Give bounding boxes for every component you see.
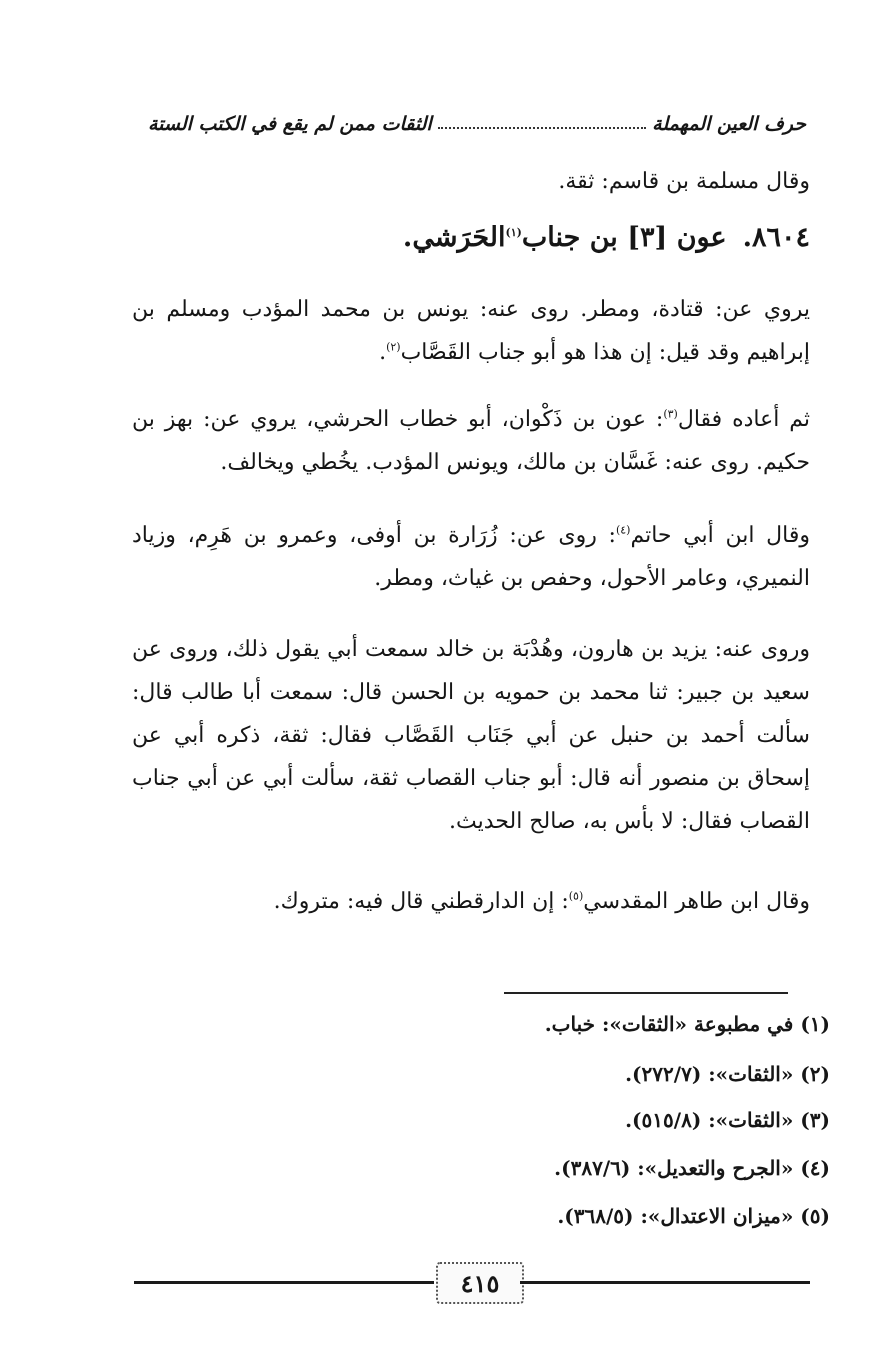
- footnote-1: (١) في مطبوعة «الثقات»: خباب.: [544, 1012, 830, 1036]
- footnote-4: (٤) «الجرح والتعديل»: (٣٨٧/٦).: [554, 1156, 830, 1180]
- page-number: ٤١٥: [436, 1262, 524, 1304]
- paragraph-text-end: : إن الدارقطني قال فيه: متروك.: [273, 889, 569, 914]
- paragraph-2: [132, 398, 810, 484]
- footnote-separator: [504, 992, 788, 994]
- entry-name: [403, 222, 727, 253]
- entry-number: ٨٦٠٤.: [742, 222, 810, 253]
- running-header: [148, 104, 806, 144]
- paragraph-text: وقال ابن طاهر المقدسي: [583, 889, 810, 914]
- footnote-ref: (٥): [568, 889, 584, 903]
- footnote-ref: (٢): [386, 340, 401, 354]
- paragraph-text-end: : روى عن: زُرَارة بن أوفى، وعمرو بن هَرِم، وزياد النميري، وعامر الأحول، وحفص بن غياث، ومطر.: [132, 523, 810, 591]
- paragraph-text-end: : عون بن ذَكْوان، أبو خطاب الحرشي، يروي عن: بهز بن حكيم. روى عنه: غَسَّان بن مالك، ويونس المؤدب. يخُطي ويخالف.: [132, 407, 810, 475]
- paragraph-4: [132, 628, 810, 843]
- intro-line: وقال مسلمة بن قاسم: ثقة.: [558, 169, 810, 194]
- footnote-ref: (٣): [663, 407, 678, 421]
- footnote-ref: (٤): [615, 523, 631, 537]
- paragraph-5: [132, 880, 810, 923]
- entry-heading: [403, 222, 810, 253]
- paragraph-text: يروي عن: قتادة، ومطر. روى عنه: يونس بن محمد المؤدب ومسلم بن إبراهيم وقد قيل: إن هذا هو أبو جناب القَصَّاب: [132, 297, 810, 365]
- paragraph-text-end: .: [379, 340, 387, 365]
- footer-rule-right: [520, 1281, 810, 1284]
- entry-name-nisba: الحَرَشي.: [402, 222, 506, 253]
- entry-name-main: عون [٣] بن جناب: [521, 222, 727, 253]
- entry-note-ref: (١): [505, 226, 522, 239]
- header-chapter-title: حرف العين المهملة: [652, 113, 806, 135]
- footer-rule-left: [134, 1281, 434, 1284]
- header-dotted-separator: [438, 127, 646, 129]
- paragraph-1: [132, 288, 810, 374]
- paragraph-3: [132, 514, 810, 600]
- paragraph-text: ثم أعاده فقال: [677, 407, 810, 432]
- paragraph-text: وقال ابن أبي حاتم: [630, 523, 810, 548]
- footnote-5: (٥) «ميزان الاعتدال»: (٣٦٨/٥).: [557, 1204, 830, 1228]
- header-book-title: الثقات ممن لم يقع في الكتب الستة: [148, 113, 432, 135]
- footnote-3: (٣) «الثقات»: (٥١٥/٨).: [625, 1108, 830, 1132]
- paragraph-text: وروى عنه: يزيد بن هارون، وهُدْبَة بن خالد سمعت أبي يقول ذلك، وروى عن سعيد بن جبير: ثنا محمد بن حمويه بن الحسن قال: سمعت أبا طالب قال: سألت أحمد بن حنبل عن أبي جَنَاب القَصَّاب فقال: ثقة، ذكره أبي عن إسحاق بن منصور أنه قال: أبو جناب القصاب ثقة، سألت أبي عن أبي جناب القصاب فقال: لا بأس به، صالح الحديث.: [132, 637, 810, 834]
- footnote-2: (٢) «الثقات»: (٢٧٢/٧).: [625, 1062, 830, 1086]
